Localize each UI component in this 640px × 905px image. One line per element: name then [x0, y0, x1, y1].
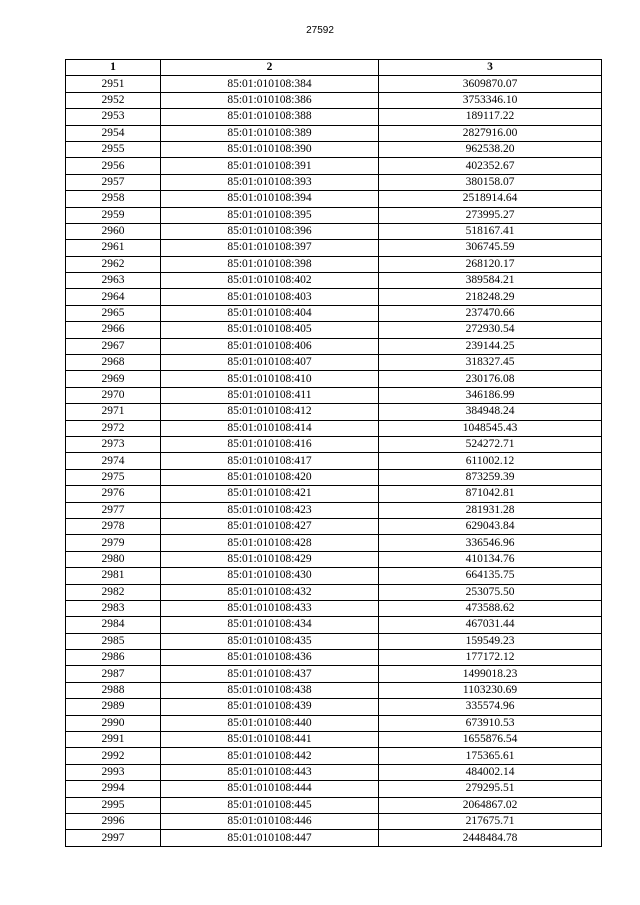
- table-row: [66, 797, 602, 813]
- row-number-cell: 2959: [66, 207, 161, 223]
- column-header-1: 1: [66, 60, 161, 76]
- row-number-cell: 2978: [66, 518, 161, 534]
- cadastral-number-cell: 85:01:010108:432: [161, 584, 379, 600]
- cadastral-number-cell: 85:01:010108:429: [161, 551, 379, 567]
- table-row: [66, 371, 602, 387]
- table-row: [66, 551, 602, 567]
- row-number-cell: 2987: [66, 666, 161, 682]
- table-row: [66, 387, 602, 403]
- row-number-cell: 2993: [66, 764, 161, 780]
- table-row: [66, 305, 602, 321]
- value-cell: 239144.25: [379, 338, 602, 354]
- value-cell: 306745.59: [379, 240, 602, 256]
- table-row: [66, 518, 602, 534]
- cadastral-number-cell: 85:01:010108:428: [161, 535, 379, 551]
- table-row: [66, 141, 602, 157]
- cadastral-number-cell: 85:01:010108:443: [161, 764, 379, 780]
- table-row: [66, 486, 602, 502]
- cadastral-number-cell: 85:01:010108:420: [161, 469, 379, 485]
- row-number-cell: 2991: [66, 732, 161, 748]
- cadastral-number-cell: 85:01:010108:437: [161, 666, 379, 682]
- table-row: [66, 699, 602, 715]
- cadastral-number-cell: 85:01:010108:445: [161, 797, 379, 813]
- cadastral-number-cell: 85:01:010108:393: [161, 174, 379, 190]
- value-cell: 177172.12: [379, 650, 602, 666]
- value-cell: 871042.81: [379, 486, 602, 502]
- row-number-cell: 2992: [66, 748, 161, 764]
- table-row: [66, 764, 602, 780]
- value-cell: 518167.41: [379, 223, 602, 239]
- value-cell: 1499018.23: [379, 666, 602, 682]
- table-row: [66, 502, 602, 518]
- value-cell: 346186.99: [379, 387, 602, 403]
- cadastral-number-cell: 85:01:010108:403: [161, 289, 379, 305]
- table-row: [66, 732, 602, 748]
- table-row: [66, 633, 602, 649]
- value-cell: 611002.12: [379, 453, 602, 469]
- value-cell: 402352.67: [379, 158, 602, 174]
- row-number-cell: 2989: [66, 699, 161, 715]
- table-row: [66, 600, 602, 616]
- row-number-cell: 2988: [66, 682, 161, 698]
- value-cell: 3753346.10: [379, 92, 602, 108]
- value-cell: 962538.20: [379, 141, 602, 157]
- cadastral-number-cell: 85:01:010108:441: [161, 732, 379, 748]
- row-number-cell: 2982: [66, 584, 161, 600]
- table-row: [66, 781, 602, 797]
- cadastral-number-cell: 85:01:010108:438: [161, 682, 379, 698]
- table-row: [66, 584, 602, 600]
- row-number-cell: 2956: [66, 158, 161, 174]
- value-cell: 336546.96: [379, 535, 602, 551]
- value-cell: 467031.44: [379, 617, 602, 633]
- table-row: [66, 355, 602, 371]
- table-row: [66, 223, 602, 239]
- cadastral-number-cell: 85:01:010108:398: [161, 256, 379, 272]
- value-cell: 380158.07: [379, 174, 602, 190]
- value-cell: 2448484.78: [379, 830, 602, 846]
- table-row: [66, 568, 602, 584]
- row-number-cell: 2962: [66, 256, 161, 272]
- value-cell: 253075.50: [379, 584, 602, 600]
- table-row: [66, 453, 602, 469]
- column-header-2: 2: [161, 60, 379, 76]
- value-cell: 268120.17: [379, 256, 602, 272]
- value-cell: 389584.21: [379, 273, 602, 289]
- table-row: [66, 289, 602, 305]
- value-cell: 2827916.00: [379, 125, 602, 141]
- row-number-cell: 2975: [66, 469, 161, 485]
- cadastral-number-cell: 85:01:010108:427: [161, 518, 379, 534]
- row-number-cell: 2973: [66, 436, 161, 452]
- value-cell: 873259.39: [379, 469, 602, 485]
- row-number-cell: 2977: [66, 502, 161, 518]
- value-cell: 217675.71: [379, 813, 602, 829]
- table-row: [66, 322, 602, 338]
- table-row: [66, 830, 602, 846]
- table-row: [66, 420, 602, 436]
- row-number-cell: 2964: [66, 289, 161, 305]
- header-row: [66, 60, 602, 76]
- row-number-cell: 2957: [66, 174, 161, 190]
- cadastral-number-cell: 85:01:010108:411: [161, 387, 379, 403]
- value-cell: 384948.24: [379, 404, 602, 420]
- row-number-cell: 2990: [66, 715, 161, 731]
- table-row: [66, 191, 602, 207]
- table-row: [66, 92, 602, 108]
- cadastral-number-cell: 85:01:010108:412: [161, 404, 379, 420]
- row-number-cell: 2954: [66, 125, 161, 141]
- cadastral-number-cell: 85:01:010108:433: [161, 600, 379, 616]
- value-cell: 281931.28: [379, 502, 602, 518]
- cadastral-number-cell: 85:01:010108:402: [161, 273, 379, 289]
- row-number-cell: 2974: [66, 453, 161, 469]
- cadastral-number-cell: 85:01:010108:446: [161, 813, 379, 829]
- value-cell: 524272.71: [379, 436, 602, 452]
- cadastral-number-cell: 85:01:010108:388: [161, 109, 379, 125]
- cadastral-number-cell: 85:01:010108:394: [161, 191, 379, 207]
- table-row: [66, 125, 602, 141]
- row-number-cell: 2995: [66, 797, 161, 813]
- cadastral-number-cell: 85:01:010108:396: [161, 223, 379, 239]
- cadastral-number-cell: 85:01:010108:391: [161, 158, 379, 174]
- cadastral-number-cell: 85:01:010108:434: [161, 617, 379, 633]
- cadastral-number-cell: 85:01:010108:406: [161, 338, 379, 354]
- cadastral-number-cell: 85:01:010108:423: [161, 502, 379, 518]
- row-number-cell: 2951: [66, 76, 161, 92]
- cadastral-number-cell: 85:01:010108:414: [161, 420, 379, 436]
- table-row: [66, 109, 602, 125]
- value-cell: 230176.08: [379, 371, 602, 387]
- value-cell: 629043.84: [379, 518, 602, 534]
- table-row: [66, 650, 602, 666]
- value-cell: 237470.66: [379, 305, 602, 321]
- value-cell: 318327.45: [379, 355, 602, 371]
- page-number: 27592: [306, 25, 334, 36]
- cadastral-number-cell: 85:01:010108:395: [161, 207, 379, 223]
- cadastral-number-cell: 85:01:010108:397: [161, 240, 379, 256]
- value-cell: 189117.22: [379, 109, 602, 125]
- row-number-cell: 2967: [66, 338, 161, 354]
- value-cell: 175365.61: [379, 748, 602, 764]
- cadastral-number-cell: 85:01:010108:417: [161, 453, 379, 469]
- table-row: [66, 207, 602, 223]
- row-number-cell: 2958: [66, 191, 161, 207]
- row-number-cell: 2971: [66, 404, 161, 420]
- cadastral-number-cell: 85:01:010108:389: [161, 125, 379, 141]
- cadastral-number-cell: 85:01:010108:404: [161, 305, 379, 321]
- row-number-cell: 2997: [66, 830, 161, 846]
- value-cell: 1048545.43: [379, 420, 602, 436]
- value-cell: 279295.51: [379, 781, 602, 797]
- cadastral-number-cell: 85:01:010108:439: [161, 699, 379, 715]
- row-number-cell: 2976: [66, 486, 161, 502]
- cadastral-number-cell: 85:01:010108:405: [161, 322, 379, 338]
- value-cell: 272930.54: [379, 322, 602, 338]
- value-cell: 2518914.64: [379, 191, 602, 207]
- row-number-cell: 2969: [66, 371, 161, 387]
- cadastral-number-cell: 85:01:010108:390: [161, 141, 379, 157]
- table-row: [66, 174, 602, 190]
- value-cell: 1655876.54: [379, 732, 602, 748]
- table-row: [66, 436, 602, 452]
- table-row: [66, 535, 602, 551]
- cadastral-number-cell: 85:01:010108:444: [161, 781, 379, 797]
- value-cell: 218248.29: [379, 289, 602, 305]
- table-row: [66, 748, 602, 764]
- cadastral-number-cell: 85:01:010108:442: [161, 748, 379, 764]
- cadastral-number-cell: 85:01:010108:440: [161, 715, 379, 731]
- table-row: [66, 715, 602, 731]
- table-row: [66, 273, 602, 289]
- cadastral-number-cell: 85:01:010108:436: [161, 650, 379, 666]
- table-row: [66, 813, 602, 829]
- cadastral-number-cell: 85:01:010108:430: [161, 568, 379, 584]
- cadastral-number-cell: 85:01:010108:410: [161, 371, 379, 387]
- row-number-cell: 2955: [66, 141, 161, 157]
- table-row: [66, 666, 602, 682]
- row-number-cell: 2953: [66, 109, 161, 125]
- cadastral-number-cell: 85:01:010108:421: [161, 486, 379, 502]
- table-row: [66, 76, 602, 92]
- row-number-cell: 2972: [66, 420, 161, 436]
- table-row: [66, 338, 602, 354]
- value-cell: 1103230.69: [379, 682, 602, 698]
- value-cell: 484002.14: [379, 764, 602, 780]
- value-cell: 273995.27: [379, 207, 602, 223]
- row-number-cell: 2968: [66, 355, 161, 371]
- row-number-cell: 2981: [66, 568, 161, 584]
- row-number-cell: 2966: [66, 322, 161, 338]
- row-number-cell: 2965: [66, 305, 161, 321]
- row-number-cell: 2979: [66, 535, 161, 551]
- row-number-cell: 2960: [66, 223, 161, 239]
- cadastral-number-cell: 85:01:010108:407: [161, 355, 379, 371]
- cadastral-number-cell: 85:01:010108:435: [161, 633, 379, 649]
- table-header: [66, 60, 602, 76]
- cadastral-number-cell: 85:01:010108:416: [161, 436, 379, 452]
- row-number-cell: 2984: [66, 617, 161, 633]
- value-cell: 673910.53: [379, 715, 602, 731]
- value-cell: 2064867.02: [379, 797, 602, 813]
- row-number-cell: 2961: [66, 240, 161, 256]
- row-number-cell: 2986: [66, 650, 161, 666]
- cadastral-value-table: [65, 59, 602, 847]
- value-cell: 473588.62: [379, 600, 602, 616]
- table-row: [66, 682, 602, 698]
- row-number-cell: 2985: [66, 633, 161, 649]
- row-number-cell: 2996: [66, 813, 161, 829]
- table-row: [66, 404, 602, 420]
- table-row: [66, 617, 602, 633]
- table-body: [66, 76, 602, 846]
- table-row: [66, 469, 602, 485]
- value-cell: 159549.23: [379, 633, 602, 649]
- cadastral-number-cell: 85:01:010108:447: [161, 830, 379, 846]
- column-header-3: 3: [379, 60, 602, 76]
- cadastral-number-cell: 85:01:010108:384: [161, 76, 379, 92]
- cadastral-number-cell: 85:01:010108:386: [161, 92, 379, 108]
- value-cell: 335574.96: [379, 699, 602, 715]
- table-row: [66, 256, 602, 272]
- row-number-cell: 2970: [66, 387, 161, 403]
- value-cell: 410134.76: [379, 551, 602, 567]
- row-number-cell: 2980: [66, 551, 161, 567]
- table-row: [66, 240, 602, 256]
- value-cell: 3609870.07: [379, 76, 602, 92]
- row-number-cell: 2994: [66, 781, 161, 797]
- table-row: [66, 158, 602, 174]
- row-number-cell: 2952: [66, 92, 161, 108]
- row-number-cell: 2983: [66, 600, 161, 616]
- value-cell: 664135.75: [379, 568, 602, 584]
- row-number-cell: 2963: [66, 273, 161, 289]
